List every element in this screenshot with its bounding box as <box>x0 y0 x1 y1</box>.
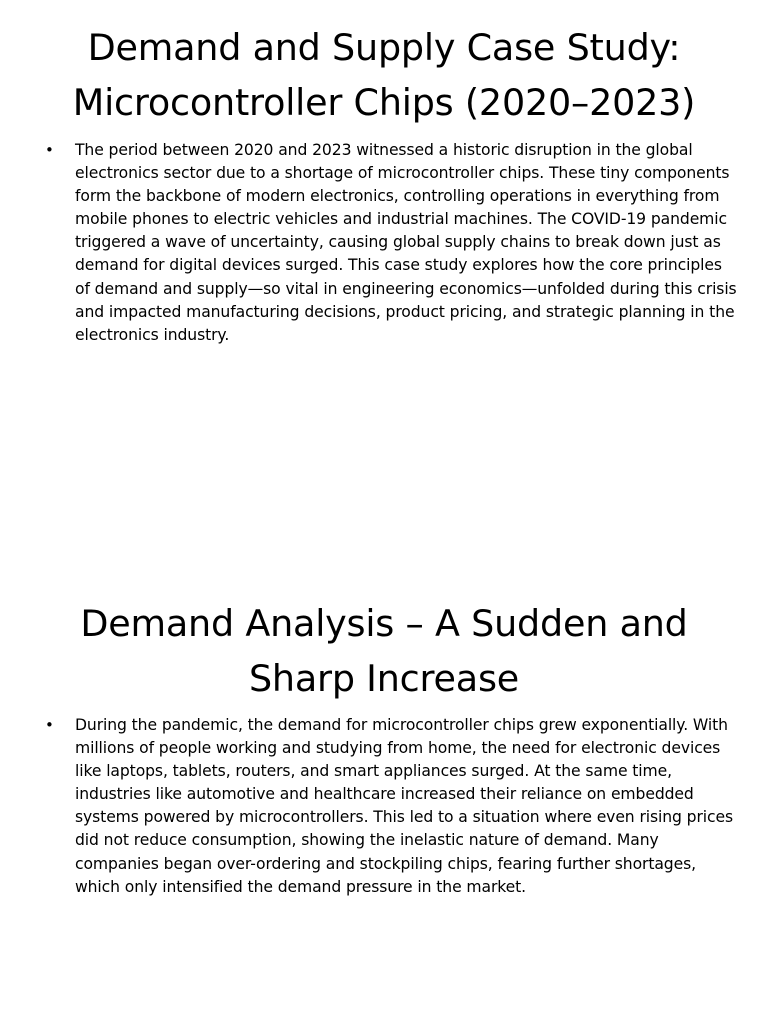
slide-2 <box>0 512 768 1024</box>
bullet-list <box>40 714 740 899</box>
slide-title: Demand and Supply Case Study: Microcontroller Chips (2020–2023) <box>72 26 696 124</box>
bullet-item <box>40 139 740 347</box>
bullet-icon: • <box>45 716 54 734</box>
bullet-icon: • <box>45 141 54 159</box>
bullet-item <box>40 714 740 899</box>
bullet-text: During the pandemic, the demand for microcontroller chips grew exponentially. With millions of people working and studying from home, the need for electronic devices like laptops, tablets, routers, and smart appliances surged. At the same time, industries like automotive and healthcare increased their reliance on embedded systems powered by microcontrollers. This led to a situation where even rising prices did not reduce consumption, showing the inelastic nature of demand. Many companies began over-ordering and stockpiling chips, fearing further shortages, which only intensified the demand pressure in the market. <box>75 716 734 896</box>
bullet-list <box>40 139 740 347</box>
bullet-text: The period between 2020 and 2023 witnessed a historic disruption in the global electronics sector due to a shortage of microcontroller chips. These tiny components form the backbone of modern electronics, controlling operations in everything from mobile phones to electric vehicles and industrial machines. The COVID-19 pandemic triggered a wave of uncertainty, causing global supply chains to break down just as demand for digital devices surged. This case study explores how the core principles of demand and supply—so vital in engineering economics—unfolded during this crisis and impacted manufacturing decisions, product pricing, and strategic planning in the electronics industry. <box>75 141 737 344</box>
slide-title: Demand Analysis – A Sudden and Sharp Increase <box>80 602 688 700</box>
